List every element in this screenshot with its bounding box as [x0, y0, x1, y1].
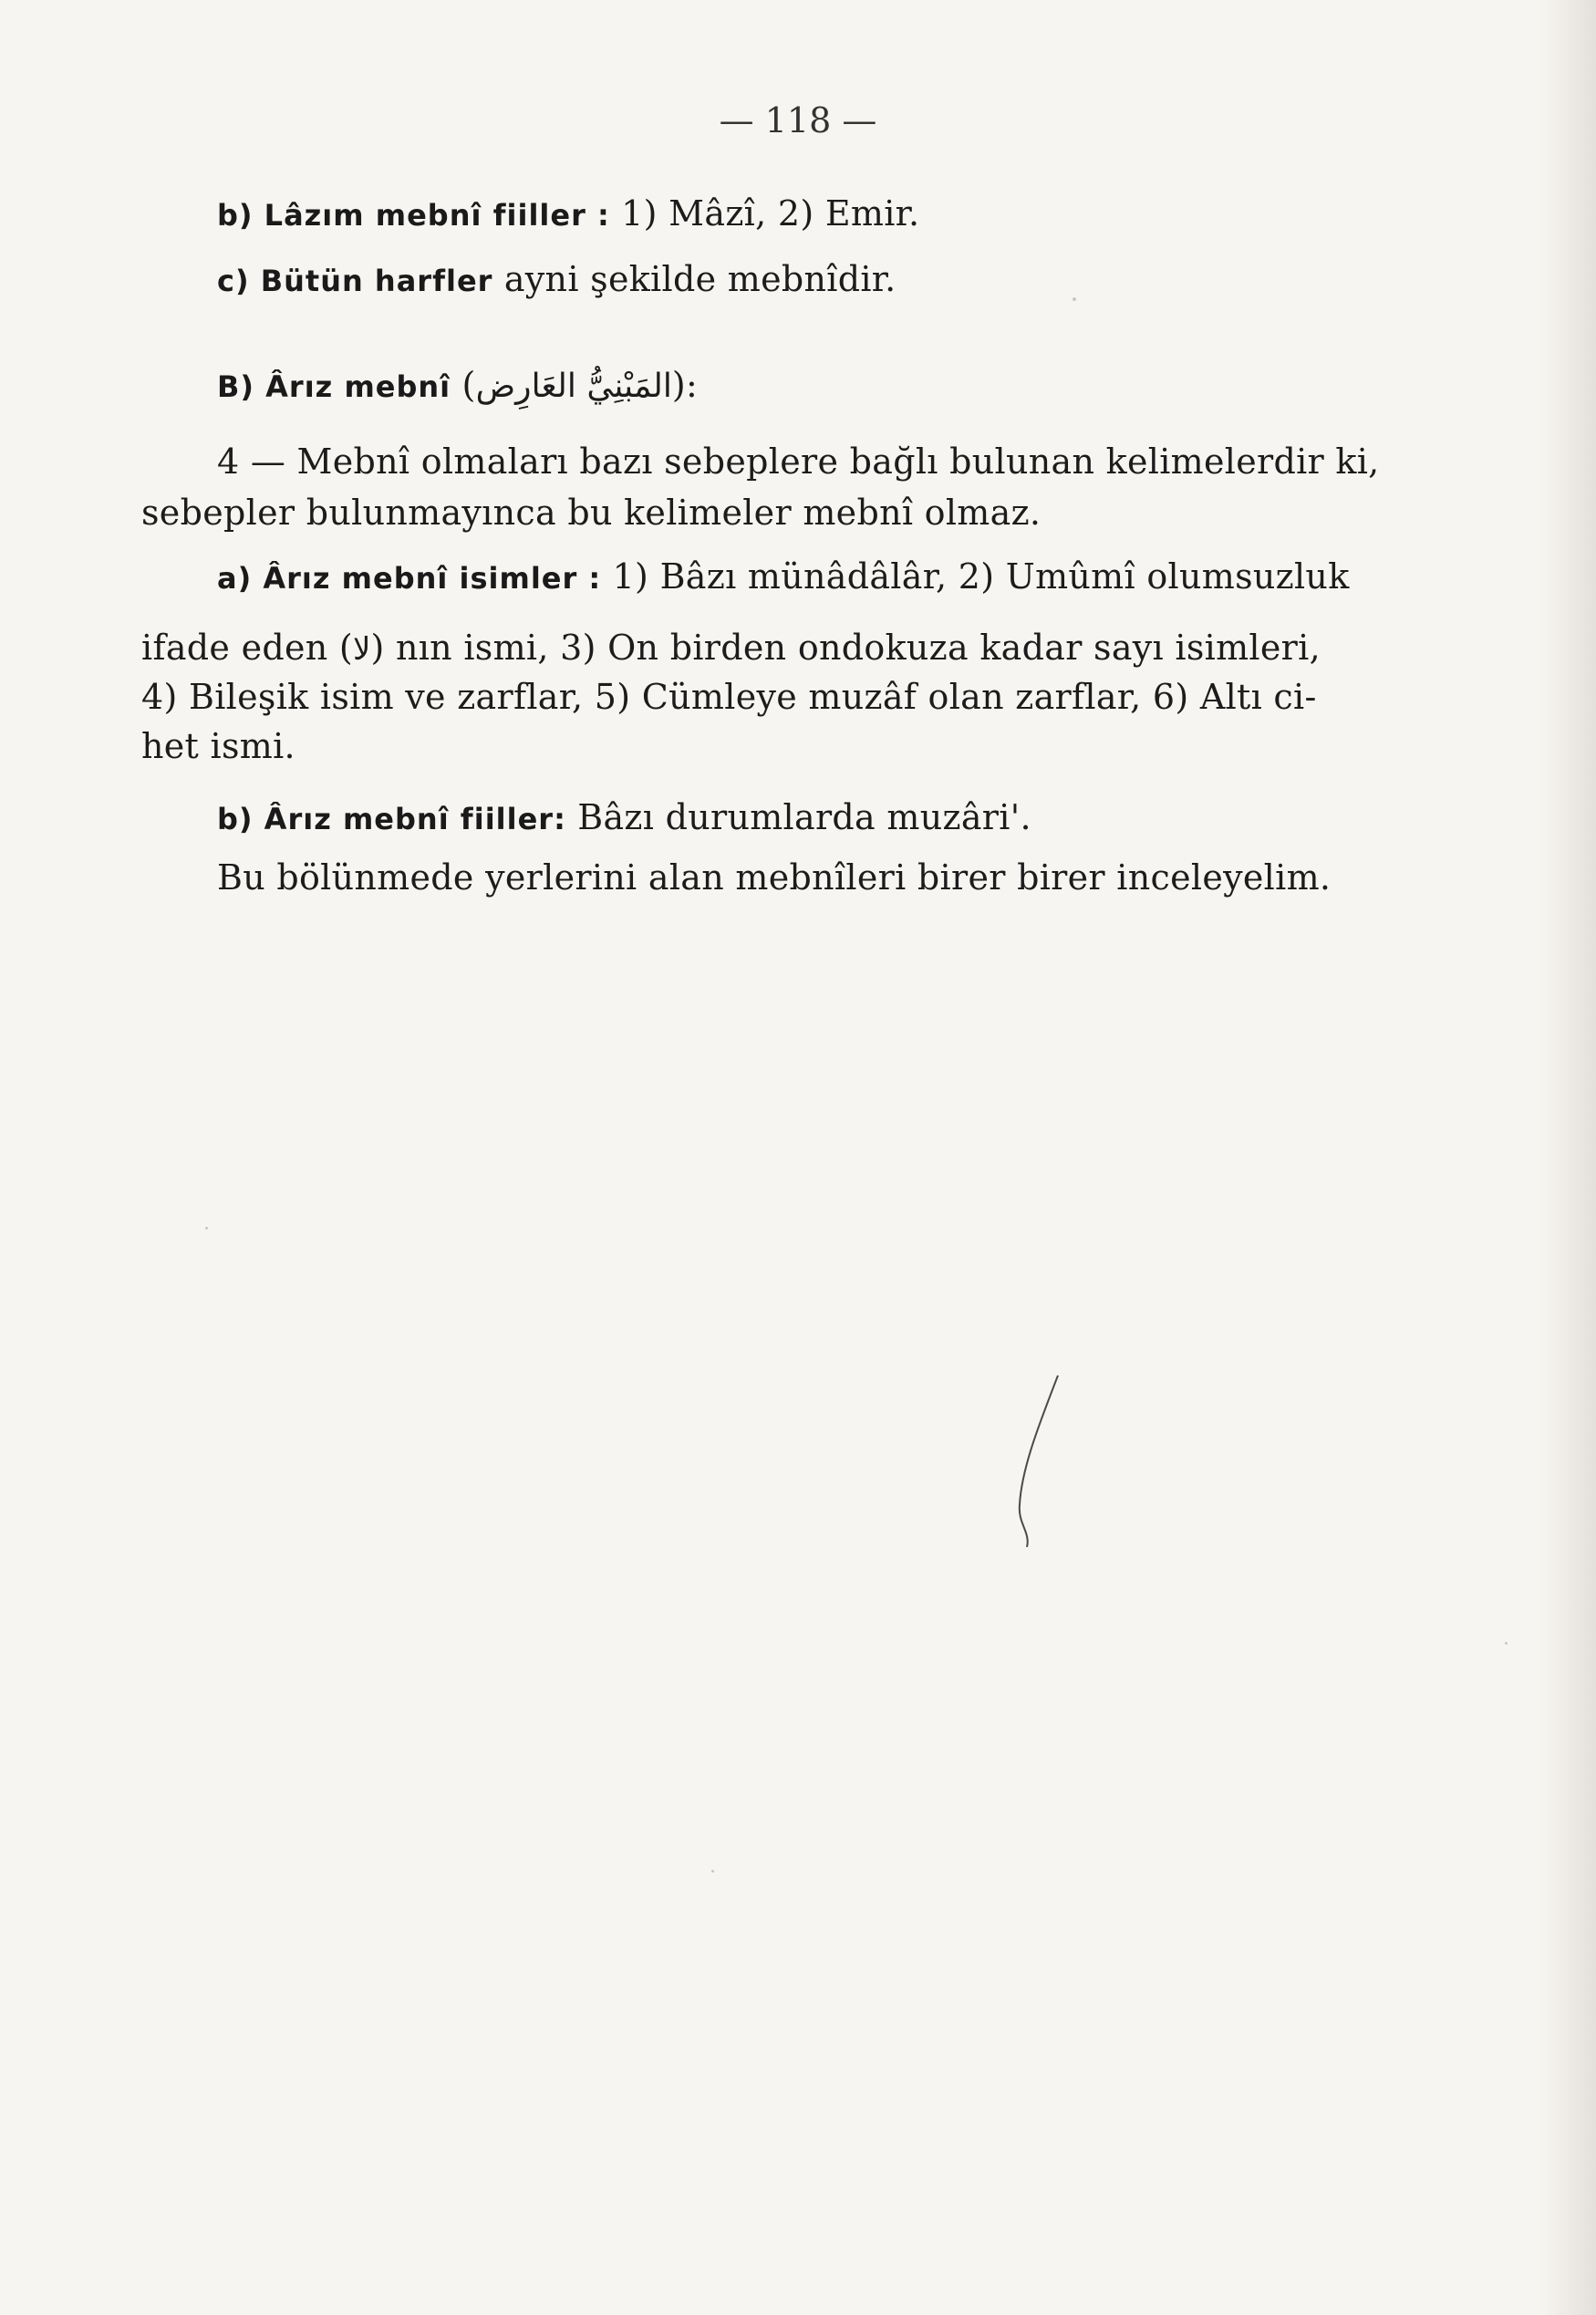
item-label: c) Bütün harfler — [217, 264, 493, 298]
paragraph-line: sebepler bulunmayınca bu kelimeler mebnî olmaz. — [141, 493, 1042, 533]
section-label: B) Ârız mebnî — [217, 369, 451, 404]
item-text: 1) Bâzı münâdâlâr, 2) Umûmî olumsuzluk — [601, 556, 1350, 597]
list-item-ariz-mebni-isimler — [217, 556, 1350, 597]
paren-open: ( — [451, 365, 476, 405]
list-item-lazim-mebni-fiiller — [217, 193, 919, 234]
page-number: — 118 — — [719, 100, 877, 140]
paragraph-line: Bu bölünmede yerlerini alan mebnîleri birer birer inceleyelim. — [217, 857, 1332, 898]
text-before-marker: ifade eden ( — [141, 628, 354, 668]
arabic-la-marker: لا — [353, 631, 371, 668]
item-label: b) Ârız mebnî fiiller: — [217, 802, 566, 836]
paragraph-line: 4 — Mebnî olmaları bazı sebeplere bağlı bulunan kelimelerdir ki, — [217, 441, 1380, 482]
item-label: a) Ârız mebnî isimler : — [217, 561, 602, 596]
pen-stroke-mark — [1003, 1368, 1067, 1551]
list-item-ariz-mebni-fiiller — [217, 797, 1031, 837]
item-text: Bâzı durumlarda muzâri'. — [565, 797, 1031, 837]
item-text: 1) Mâzî, 2) Emir. — [609, 193, 920, 234]
paragraph-line: 4) Bileşik isim ve zarflar, 5) Cümleye muzâf olan zarflar, 6) Altı ci- — [141, 677, 1317, 717]
page-edge-shading — [1541, 0, 1596, 2315]
item-label: b) Lâzım mebnî fiiller : — [217, 198, 610, 233]
arabic-term: المَبْنِيُّ العَارِض — [475, 368, 672, 405]
paper-speck — [1073, 297, 1076, 301]
text-after-marker: ) nın ismi, 3) On birden ondokuza kadar sayı isimleri, — [370, 628, 1321, 668]
paren-close: ): — [671, 365, 699, 405]
list-item-butun-harfler — [217, 259, 896, 299]
paragraph-line: het ismi. — [141, 726, 295, 766]
item-text: ayni şekilde mebnîdir. — [492, 259, 896, 299]
paper-speck — [711, 1870, 714, 1873]
paper-speck — [1505, 1642, 1508, 1645]
section-heading-ariz-mebni — [217, 365, 698, 405]
paragraph-line — [141, 628, 1321, 668]
paper-speck — [205, 1227, 208, 1230]
